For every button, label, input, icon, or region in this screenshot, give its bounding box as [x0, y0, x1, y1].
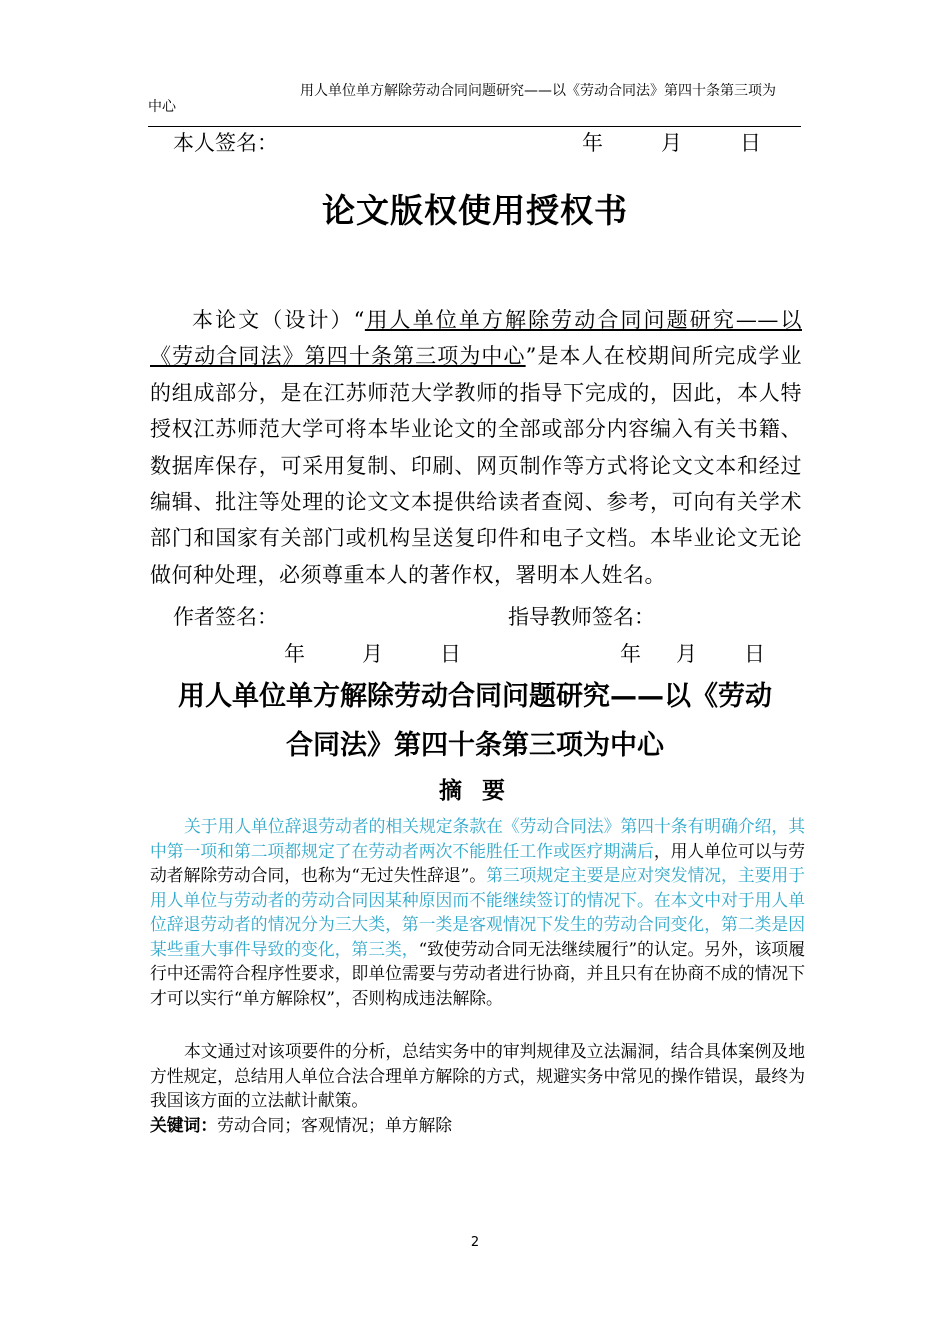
advisor-date-day: 日 — [744, 642, 765, 666]
keywords-line — [150, 1112, 452, 1136]
paper-title-line1: 用人单位单方解除劳动合同问题研究——以《劳动 — [178, 681, 772, 712]
author-date-day: 日 — [440, 642, 461, 666]
self-signature-year: 年 — [582, 131, 603, 155]
advisor-date-year: 年 — [620, 642, 641, 666]
abstract-p1-highlight-a: 关于用人单位辞退劳动者的相关规定条款在《劳动合同法》第四十条有明确介绍，其中第一项和第二项都规定了在劳动者两次不能胜任工作或医疗期满后 — [150, 816, 805, 861]
author-date-month: 月 — [362, 642, 383, 666]
thesis-title-underlined: 用人单位单方解除劳动合同问题研究——以《劳动合同法》第四十条第三项为中心 — [150, 308, 802, 369]
keywords-value: 劳动合同；客观情况；单方解除 — [217, 1115, 453, 1135]
keywords-label: 关键词： — [150, 1115, 218, 1135]
page-number: 2 — [470, 1235, 480, 1250]
author-signature-label: 作者签名： — [173, 605, 278, 629]
authorization-intro: 本论文（设计）“ — [192, 308, 365, 332]
running-header-line2: 中心 — [148, 99, 176, 115]
self-signature-label: 本人签名： — [173, 131, 278, 155]
paper-title-line2: 合同法》第四十条第三项为中心 — [286, 730, 664, 761]
authorization-body-text: ”是本人在校期间所完成学业的组成部分，是在江苏师范大学教师的指导下完成的，因此，本人特授权江苏师范大学可将本毕业论文的全部或部分内容编入有关书籍、数据库保存，可采用复制、印刷、网页制作等方式将论文文本和经过编辑、批注等处理的论文文本提供给读者查阅、参考，可向有关学术部门和国家有关部门或机构呈送复印件和电子文档。本毕业论文无论做何种处理，必须尊重本人的著作权，署明本人姓名。 — [150, 344, 802, 587]
abstract-paragraph-2 — [150, 1039, 805, 1113]
abstract-p1-text-b: ，用人单位可以与劳动者解除劳动合同，也称为“无过失性辞退”。 — [150, 840, 805, 885]
abstract-heading: 摘 要 — [438, 778, 511, 804]
running-header-line1: 用人单位单方解除劳动合同问题研究——以《劳动合同法》第四十条第三项为 — [300, 83, 776, 99]
advisor-date-month: 月 — [676, 642, 697, 666]
abstract-p1-text-d: “致使劳动合同无法继续履行”的认定。另外，该项履行中还需符合程序性要求，即单位需要与劳动者进行协商，并且只有在协商不成的情况下才可以实行“单方解除权”，否则构成违法解除。 — [150, 938, 805, 1008]
authorization-paragraph — [150, 302, 802, 593]
self-signature-day: 日 — [740, 131, 761, 155]
abstract-p1-highlight-c: 第三项规定主要是应对突发情况，主要用于用人单位与劳动者的劳动合同因某种原因而不能继续签订的情况下。在本文中对于用人单位辞退劳动者的情况分为三大类，第一类是客观情况下发生的劳动合同变化，第二类是因某些重大事件导致的变化，第三类， — [150, 865, 805, 959]
abstract-paragraph-1 — [150, 814, 805, 1010]
self-signature-month: 月 — [661, 131, 682, 155]
authorization-title: 论文版权使用授权书 — [322, 191, 628, 230]
abstract-p2-text: 本文通过对该项要件的分析，总结实务中的审判规律及立法漏洞，结合具体案例及地方性规定，总结用人单位合法合理单方解除的方式，规避实务中常见的操作错误，最终为我国该方面的立法献计献策。 — [150, 1041, 805, 1110]
advisor-signature-label: 指导教师签名： — [508, 605, 655, 629]
author-date-year: 年 — [284, 642, 305, 666]
